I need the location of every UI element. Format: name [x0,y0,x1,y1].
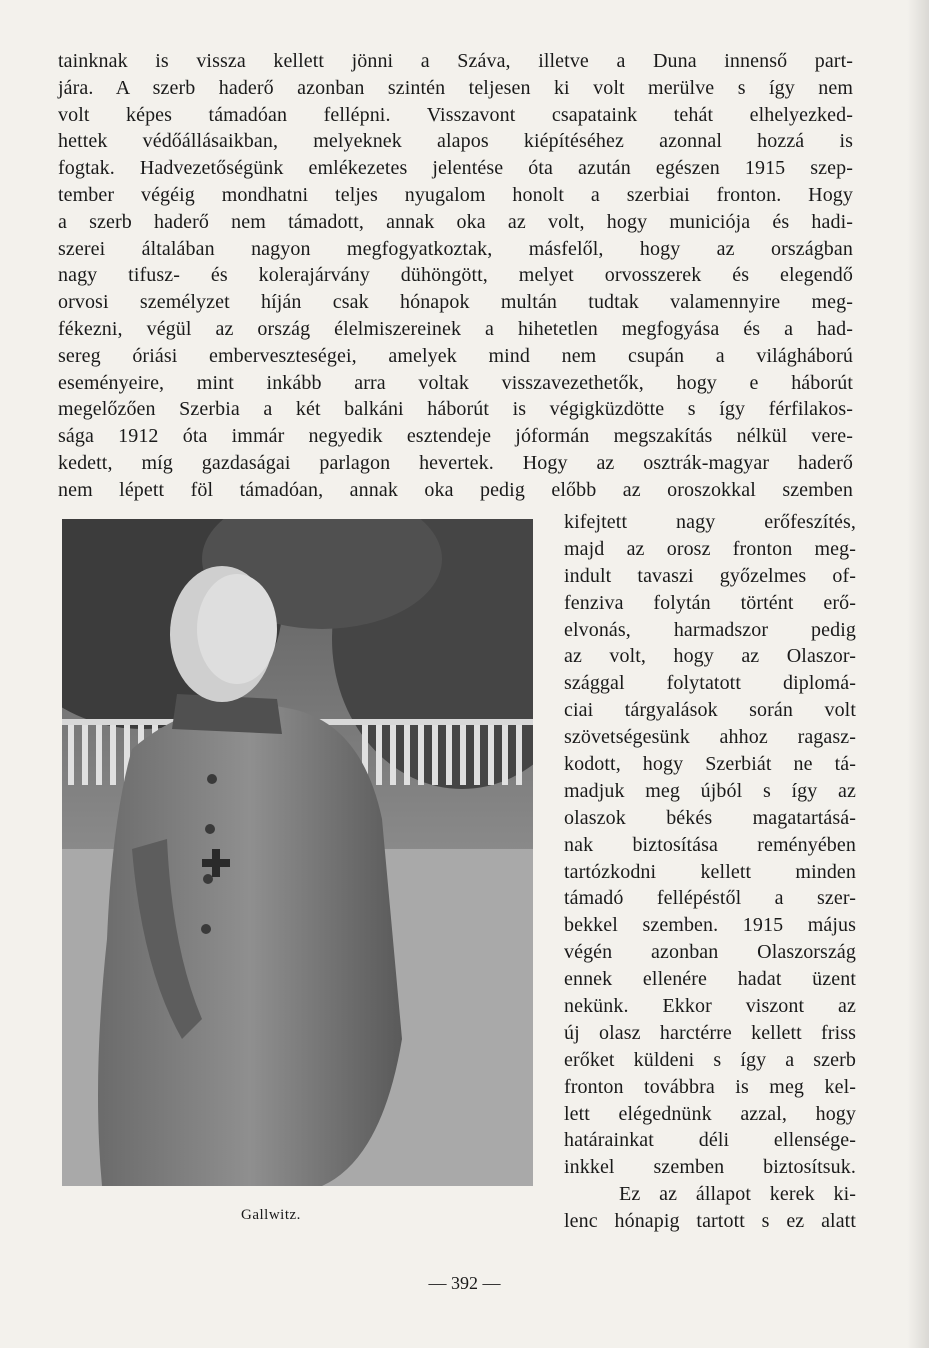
text-line: madjuk meg újból s így az [564,779,856,802]
text-line: sága 1912 óta immár negyedik esztendeje jóformán megszakítás nélkül vere- [58,425,853,448]
text-line: új olasz harctérre kellett friss [564,1021,856,1044]
text-line: tartózkodni kellett minden [564,860,856,883]
full-width-paragraph [58,48,853,504]
text-line: jára. A szerb haderő azonban szintén teljesen ki volt merülve s így nem [58,76,853,99]
text-line: nem lépett föl támadóan, annak oka pedig előbb az oroszokkal szemben [58,478,853,501]
page-number: — 392 — [428,1273,501,1293]
text-line: nak biztosítása reményében [564,833,856,856]
text-line: Ez az állapot kerek ki- [619,1183,856,1206]
text-line: volt képes támadóan fellépni. Visszavont csapataink tehát elhelyezked- [58,103,853,126]
text-line: tainknak is vissza kellett jönni a Száva, illetve a Duna innenső part- [58,50,853,72]
text-line: szággal folytatott diplomá- [564,672,856,695]
text-line: határainkat déli ellensége- [564,1129,856,1152]
text-line: kodott, hogy Szerbiát ne tá- [564,753,856,776]
text-line: lenc hónapig tartott s ez alatt [564,1210,856,1233]
text-line: kifejtett nagy erőfeszítés, [564,511,856,533]
text-line: inkkel szemben biztosítsuk. [564,1156,856,1179]
text-line: szerei általában nagyon megfogyatkoztak, másfelől, hogy az országban [58,237,853,260]
text-line: nagy tifusz- és kolerajárvány dühöngött, melyet orvosszerek és elegendő [58,264,853,287]
text-line: elvonás, harmadszor pedig [564,618,856,641]
text-line: majd az orosz fronton meg- [564,537,856,560]
text-line: eseményeire, mint inkább arra voltak visszavezethetők, hogy e háborút [58,371,853,394]
text-line: a szerb haderő nem támadott, annak oka az volt, hogy municiója és hadi- [58,210,853,233]
photo-caption: Gallwitz. [241,1207,301,1223]
text-line: fékezni, végül az ország élelmiszereinek a hihetetlen megfogyása és a had- [58,317,853,340]
text-line: fogtak. Hadvezetőségünk emlékezetes jelentése óta azután egészen 1915 szep- [58,157,853,180]
text-line: olaszok békés magatartásá- [564,806,856,829]
text-line: ciai tárgyalások során volt [564,699,856,722]
portrait-photo-image [62,519,533,1186]
text-line: hettek védőállásaikban, melyeknek alapos kiépítéséhez azonnal hozzá is [58,130,853,153]
text-line: fenziva folytán történt erő- [564,591,856,614]
text-line: megelőzően Szerbia a két balkáni háborút is végigküzdötte s így férfilakos- [58,398,853,421]
text-line: ennek ellenére hadat üzent [564,968,856,991]
text-line: kedett, míg gazdaságai parlagon hevertek. Hogy az osztrák-magyar haderő [58,451,853,474]
column-paragraph [564,509,856,1235]
text-line: indult tavaszi győzelmes of- [564,564,856,587]
text-line: fronton továbbra is meg kel- [564,1075,856,1098]
text-line: sereg óriási emberveszteségei, amelyek mind nem csupán a világháború [58,344,853,367]
text-line: végén azonban Olaszország [564,941,856,964]
text-line: bekkel szemben. 1915 május [564,914,856,937]
text-line: lett elégednünk azzal, hogy [564,1102,856,1125]
text-line: orvosi személyzet híján csak hónapok multán tudtak valamennyire meg- [58,291,853,314]
text-line: az volt, hogy az Olaszor- [564,645,856,668]
text-line: erőket küldeni s így a szerb [564,1048,856,1071]
portrait-photo [62,519,533,1186]
text-line: nekünk. Ekkor viszont az [564,995,856,1018]
text-line: támadó fellépéstől a szer- [564,887,856,910]
text-line: tember végéig mondhatni teljes nyugalom honolt a szerbiai fronton. Hogy [58,183,853,206]
text-line: szövetségesünk ahhoz ragasz- [564,726,856,749]
